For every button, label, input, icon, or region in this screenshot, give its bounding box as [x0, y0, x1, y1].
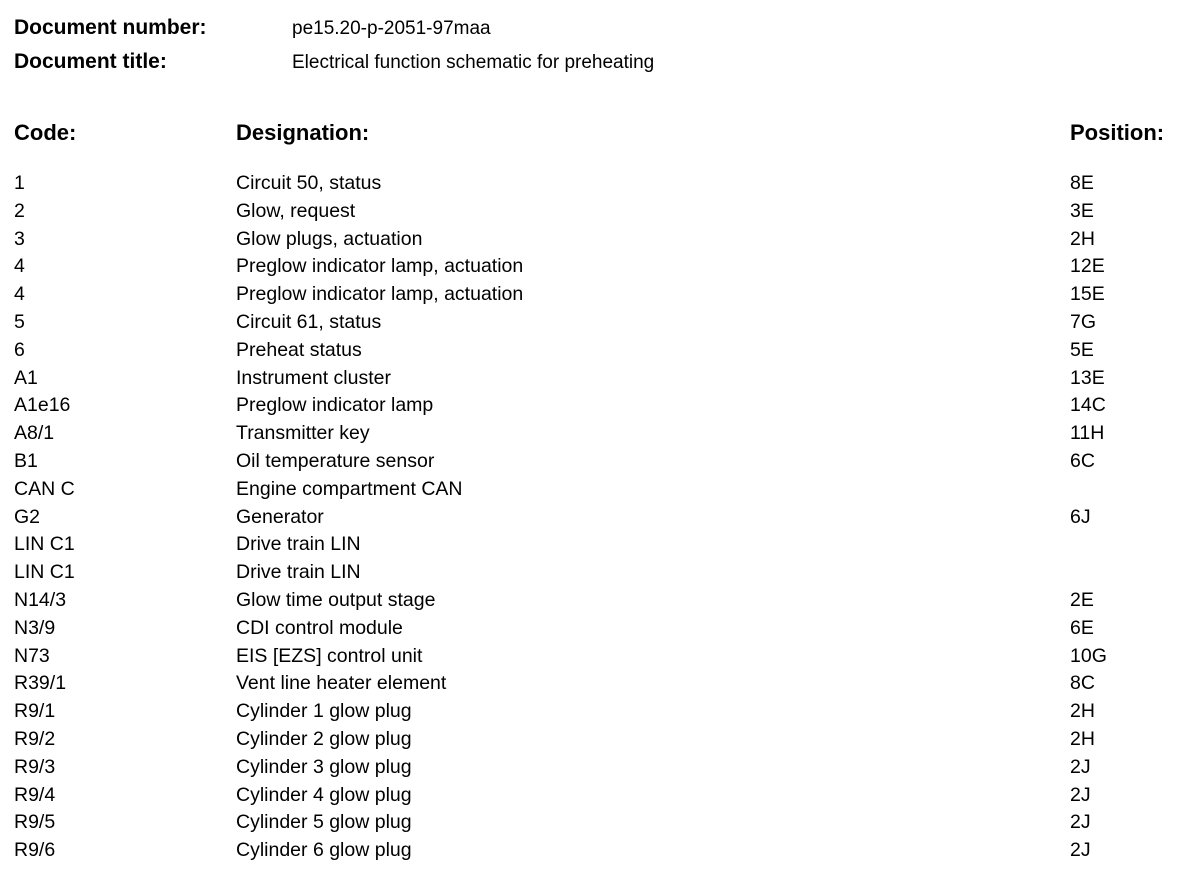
table-row [0, 531, 1202, 559]
table-row [0, 226, 1202, 254]
designation-cell: Circuit 61, status [236, 310, 382, 333]
document-number-value: pe15.20-p-2051-97maa [292, 18, 491, 39]
designation-cell: Circuit 50, status [236, 172, 382, 194]
code-cell: A8/1 [14, 422, 55, 445]
table-row [0, 198, 1202, 226]
code-cell: CAN C [14, 477, 75, 500]
position-cell: 2J [1070, 783, 1091, 806]
position-cell: 8E [1070, 172, 1094, 194]
position-cell: 6C [1070, 449, 1095, 472]
designation-cell: Cylinder 3 glow plug [236, 755, 412, 778]
table-row [0, 309, 1202, 337]
position-cell: 5E [1070, 338, 1094, 361]
table-row [0, 392, 1202, 420]
position-cell: 6J [1070, 505, 1091, 528]
table-row [0, 559, 1202, 587]
document-title-value: Electrical function schematic for preheating [292, 52, 655, 73]
position-cell: 11H [1070, 422, 1105, 445]
designation-cell: Cylinder 4 glow plug [236, 783, 412, 806]
table-row [0, 754, 1202, 782]
position-cell: 10G [1070, 644, 1107, 667]
table-row [0, 253, 1202, 281]
designation-cell: Glow, request [236, 199, 356, 222]
code-cell: R9/1 [14, 700, 56, 723]
designation-cell: Drive train LIN [236, 533, 361, 556]
code-cell: 6 [14, 338, 25, 361]
position-cell: 2J [1070, 839, 1091, 862]
position-cell: 2H [1070, 700, 1095, 723]
code-cell: LIN C1 [14, 561, 75, 584]
code-cell: 1 [14, 172, 25, 194]
designation-cell: Generator [236, 505, 324, 528]
position-cell: 15E [1070, 283, 1105, 306]
code-cell: B1 [14, 449, 38, 472]
designation-cell: Cylinder 6 glow plug [236, 839, 412, 862]
designation-cell: Instrument cluster [236, 366, 391, 389]
designation-cell: EIS [EZS] control unit [236, 644, 423, 667]
table-row [0, 504, 1202, 532]
position-cell: 2E [1070, 588, 1094, 611]
table-row [0, 281, 1202, 309]
position-cell: 14C [1070, 394, 1106, 417]
column-header-position: Position: [1070, 120, 1165, 145]
designation-cell: Glow time output stage [236, 588, 436, 611]
code-cell: R9/2 [14, 727, 56, 750]
table-row [0, 420, 1202, 448]
designation-cell: Oil temperature sensor [236, 449, 435, 472]
code-cell: N73 [14, 644, 50, 667]
designation-cell: Preheat status [236, 338, 362, 361]
designation-cell: Transmitter key [236, 422, 370, 445]
position-cell: 6E [1070, 616, 1094, 639]
table-row [0, 587, 1202, 615]
table-row [0, 170, 1202, 198]
position-cell: 8C [1070, 672, 1095, 695]
position-cell: 2J [1070, 811, 1091, 834]
designation-cell: Glow plugs, actuation [236, 227, 423, 250]
column-header-code: Code: [14, 120, 77, 145]
designation-cell: Cylinder 2 glow plug [236, 727, 412, 750]
table-row [0, 365, 1202, 393]
table-row [0, 670, 1202, 698]
position-cell: 12E [1070, 255, 1105, 278]
table-row [0, 615, 1202, 643]
designation-cell: Drive train LIN [236, 561, 361, 584]
position-cell: 13E [1070, 366, 1105, 389]
document-number-label: Document number: [14, 16, 207, 39]
table-row [0, 809, 1202, 837]
code-cell: R9/5 [14, 811, 56, 834]
code-cell: 5 [14, 310, 25, 333]
designation-cell: Preglow indicator lamp, actuation [236, 255, 524, 278]
position-cell: 2H [1070, 227, 1095, 250]
designation-cell: Cylinder 1 glow plug [236, 700, 412, 723]
designation-cell: Preglow indicator lamp [236, 394, 434, 417]
code-cell: R9/4 [14, 783, 56, 806]
designation-cell: Engine compartment CAN [236, 477, 463, 500]
designation-cell: Vent line heater element [236, 672, 447, 695]
code-cell: N3/9 [14, 616, 56, 639]
component-legend-table [0, 170, 1202, 865]
code-cell: R9/6 [14, 839, 56, 862]
code-cell: 4 [14, 255, 25, 278]
position-cell: 2J [1070, 755, 1091, 778]
code-cell: G2 [14, 505, 41, 528]
table-row [0, 726, 1202, 754]
code-cell: R39/1 [14, 672, 67, 695]
code-cell: R9/3 [14, 755, 56, 778]
designation-cell: Cylinder 5 glow plug [236, 811, 412, 834]
code-cell: A1e16 [14, 394, 71, 417]
column-header-designation: Designation: [236, 120, 370, 145]
table-row [0, 337, 1202, 365]
position-cell: 7G [1070, 310, 1097, 333]
code-cell: 2 [14, 199, 25, 222]
document-title-label: Document title: [14, 50, 167, 73]
code-cell: N14/3 [14, 588, 67, 611]
code-cell: A1 [14, 366, 38, 389]
designation-cell: CDI control module [236, 616, 403, 639]
designation-cell: Preglow indicator lamp, actuation [236, 283, 524, 306]
position-cell: 2H [1070, 727, 1095, 750]
code-cell: LIN C1 [14, 533, 75, 556]
code-cell: 3 [14, 227, 25, 250]
position-cell: 3E [1070, 199, 1094, 222]
code-cell: 4 [14, 283, 25, 306]
table-row [0, 643, 1202, 671]
table-row [0, 782, 1202, 810]
table-row [0, 698, 1202, 726]
table-row [0, 476, 1202, 504]
table-row [0, 448, 1202, 476]
table-row [0, 837, 1202, 865]
